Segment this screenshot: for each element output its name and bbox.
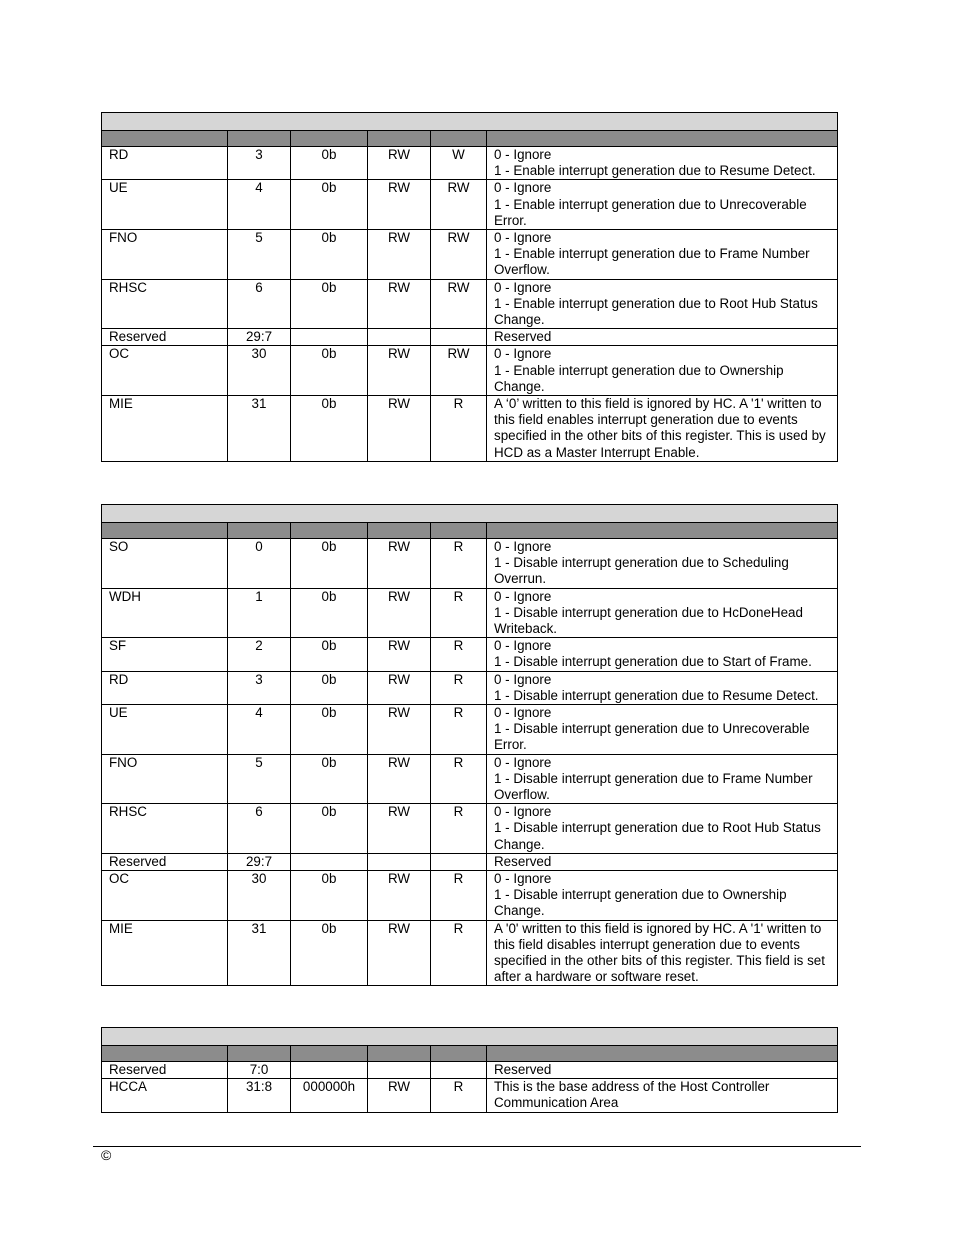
- hcd-access-cell: RW: [368, 346, 431, 396]
- hc-access-cell: RW: [431, 346, 487, 396]
- bits-cell: 30: [228, 346, 291, 396]
- description-line: 0 - Ignore: [494, 539, 552, 554]
- description-cell: [487, 539, 838, 589]
- table-row: [102, 539, 838, 589]
- field-name-cell: MIE: [102, 920, 228, 986]
- bits-cell: 29:7: [228, 853, 291, 870]
- hc-access-cell: R: [431, 871, 487, 921]
- description-line: 0 - Ignore: [494, 705, 552, 721]
- field-name-cell: Reserved: [102, 329, 228, 346]
- field-name-cell: SO: [102, 539, 228, 589]
- description-line: A ‘0’ written to this field is ignored by HC. A '1' written to this field enables interrupt generation due to events specified in the other bits of this register. This is used by HCD as a Master Interrupt Enable.: [494, 396, 826, 460]
- description-cell: [487, 804, 838, 854]
- field-name-cell: UE: [102, 705, 228, 755]
- default-value-cell: [291, 1062, 368, 1079]
- hcd-access-cell: RW: [368, 147, 431, 180]
- description-line: 0 - Ignore: [494, 279, 552, 295]
- hc-access-cell: [431, 329, 487, 346]
- bits-cell: 2: [228, 638, 291, 671]
- description-cell: [487, 638, 838, 671]
- description-line: 0 - Ignore: [494, 804, 552, 820]
- field-name-cell: RD: [102, 147, 228, 180]
- bits-cell: 29:7: [228, 329, 291, 346]
- default-value-cell: 0b: [291, 539, 368, 589]
- description-line: 1 - Enable interrupt generation due to Unrecoverable Error.: [494, 196, 807, 228]
- default-value-cell: [291, 853, 368, 870]
- field-name-cell: Reserved: [102, 1062, 228, 1079]
- table-title-bar: [102, 505, 838, 523]
- description-line: 1 - Disable interrupt generation due to Scheduling Overrun.: [494, 555, 789, 587]
- description-line: 0 - Ignore: [494, 230, 552, 246]
- hc-access-cell: RW: [431, 230, 487, 280]
- hcca-register-table: [101, 1027, 838, 1113]
- table-row: [102, 853, 838, 870]
- bits-cell: 3: [228, 671, 291, 704]
- hc-access-cell: RW: [431, 279, 487, 329]
- default-value-cell: 0b: [291, 754, 368, 804]
- description-cell: [487, 346, 838, 396]
- field-name-cell: Reserved: [102, 853, 228, 870]
- footer-divider: [93, 1146, 861, 1147]
- description-line: 1 - Disable interrupt generation due to Ownership Change.: [494, 887, 787, 919]
- bits-cell: 31: [228, 396, 291, 462]
- bits-cell: 5: [228, 230, 291, 280]
- hcd-access-cell: RW: [368, 871, 431, 921]
- bits-cell: 0: [228, 539, 291, 589]
- bits-cell: 6: [228, 804, 291, 854]
- hcd-access-cell: RW: [368, 396, 431, 462]
- default-value-cell: 000000h: [291, 1079, 368, 1112]
- description-line: 0 - Ignore: [494, 147, 552, 162]
- description-cell: [487, 1079, 838, 1112]
- hc-access-cell: R: [431, 1079, 487, 1112]
- field-name-cell: WDH: [102, 588, 228, 638]
- description-cell: [487, 230, 838, 280]
- bits-cell: 5: [228, 754, 291, 804]
- description-cell: [487, 1062, 838, 1079]
- table-header-row: [102, 1046, 838, 1062]
- table-row: [102, 396, 838, 462]
- default-value-cell: 0b: [291, 804, 368, 854]
- hcd-access-cell: RW: [368, 671, 431, 704]
- field-name-cell: OC: [102, 871, 228, 921]
- default-value-cell: 0b: [291, 671, 368, 704]
- description-line: 1 - Enable interrupt generation due to Root Hub Status Change.: [494, 295, 818, 328]
- bits-cell: 1: [228, 588, 291, 638]
- description-line: 1 - Disable interrupt generation due to Root Hub Status Change.: [494, 820, 821, 852]
- hc-access-cell: [431, 853, 487, 870]
- field-name-cell: UE: [102, 180, 228, 230]
- description-line: 1 - Disable interrupt generation due to HcDoneHead Writeback.: [494, 604, 803, 637]
- description-cell: [487, 853, 838, 870]
- bits-cell: 3: [228, 147, 291, 180]
- description-line: Reserved: [494, 1062, 552, 1077]
- hcd-access-cell: RW: [368, 920, 431, 986]
- description-line: 1 - Enable interrupt generation due to Frame Number Overflow.: [494, 246, 810, 278]
- default-value-cell: 0b: [291, 230, 368, 280]
- hcd-access-cell: RW: [368, 180, 431, 230]
- table-row: [102, 346, 838, 396]
- table-row: [102, 920, 838, 986]
- hc-access-cell: R: [431, 539, 487, 589]
- description-line: 0 - Ignore: [494, 346, 552, 362]
- table-row: [102, 329, 838, 346]
- description-cell: [487, 920, 838, 986]
- description-line: Reserved: [494, 853, 552, 869]
- field-name-cell: SF: [102, 638, 228, 671]
- table-row: [102, 588, 838, 638]
- hc-access-cell: R: [431, 638, 487, 671]
- description-line: 0 - Ignore: [494, 588, 552, 604]
- description-line: 1 - Disable interrupt generation due to Resume Detect.: [494, 687, 819, 703]
- hc-access-cell: R: [431, 588, 487, 638]
- description-line: 0 - Ignore: [494, 671, 552, 687]
- description-cell: [487, 147, 838, 180]
- hcd-access-cell: RW: [368, 804, 431, 854]
- description-line: 1 - Disable interrupt generation due to Unrecoverable Error.: [494, 721, 810, 753]
- field-name-cell: FNO: [102, 754, 228, 804]
- table-row: [102, 804, 838, 854]
- hcd-access-cell: RW: [368, 588, 431, 638]
- bits-cell: 7:0: [228, 1062, 291, 1079]
- default-value-cell: 0b: [291, 396, 368, 462]
- table-row: [102, 871, 838, 921]
- table-header-row: [102, 523, 838, 539]
- table-title-bar: [102, 113, 838, 131]
- description-line: 0 - Ignore: [494, 638, 552, 654]
- bits-cell: 31: [228, 920, 291, 986]
- hcd-access-cell: RW: [368, 230, 431, 280]
- table-row: [102, 180, 838, 230]
- hc-access-cell: R: [431, 396, 487, 462]
- field-name-cell: RHSC: [102, 279, 228, 329]
- table-header-row: [102, 131, 838, 147]
- hc-access-cell: R: [431, 705, 487, 755]
- bits-cell: 31:8: [228, 1079, 291, 1112]
- table-row: [102, 279, 838, 329]
- bits-cell: 4: [228, 705, 291, 755]
- interrupt-disable-register-table: [101, 504, 838, 986]
- table-row: [102, 671, 838, 704]
- hcd-access-cell: RW: [368, 638, 431, 671]
- default-value-cell: 0b: [291, 638, 368, 671]
- hcd-access-cell: RW: [368, 1079, 431, 1112]
- default-value-cell: 0b: [291, 346, 368, 396]
- hcd-access-cell: RW: [368, 539, 431, 589]
- default-value-cell: 0b: [291, 588, 368, 638]
- table-row: [102, 1079, 838, 1112]
- description-cell: [487, 871, 838, 921]
- hc-access-cell: W: [431, 147, 487, 180]
- field-name-cell: RHSC: [102, 804, 228, 854]
- field-name-cell: MIE: [102, 396, 228, 462]
- bits-cell: 4: [228, 180, 291, 230]
- description-cell: [487, 396, 838, 462]
- default-value-cell: 0b: [291, 147, 368, 180]
- hc-access-cell: R: [431, 671, 487, 704]
- bits-cell: 30: [228, 871, 291, 921]
- table-row: [102, 638, 838, 671]
- hcd-access-cell: RW: [368, 754, 431, 804]
- table-row: [102, 705, 838, 755]
- description-cell: [487, 705, 838, 755]
- hcd-access-cell: RW: [368, 705, 431, 755]
- interrupt-enable-register-table: [101, 112, 838, 462]
- default-value-cell: 0b: [291, 920, 368, 986]
- description-line: 0 - Ignore: [494, 871, 552, 887]
- description-cell: [487, 588, 838, 638]
- hc-access-cell: R: [431, 754, 487, 804]
- description-cell: [487, 754, 838, 804]
- description-line: 0 - Ignore: [494, 754, 552, 770]
- default-value-cell: 0b: [291, 279, 368, 329]
- description-cell: [487, 279, 838, 329]
- hcd-access-cell: [368, 329, 431, 346]
- description-line: 1 - Disable interrupt generation due to Frame Number Overflow.: [494, 770, 813, 803]
- hc-access-cell: R: [431, 804, 487, 854]
- hcd-access-cell: RW: [368, 279, 431, 329]
- field-name-cell: FNO: [102, 230, 228, 280]
- description-cell: [487, 180, 838, 230]
- description-cell: [487, 329, 838, 346]
- hc-access-cell: R: [431, 920, 487, 986]
- description-line: 0 - Ignore: [494, 180, 552, 196]
- default-value-cell: 0b: [291, 871, 368, 921]
- default-value-cell: 0b: [291, 705, 368, 755]
- description-line: This is the base address of the Host Controller Communication Area: [494, 1079, 770, 1111]
- table-row: [102, 230, 838, 280]
- bits-cell: 6: [228, 279, 291, 329]
- description-line: 1 - Enable interrupt generation due to Ownership Change.: [494, 362, 784, 394]
- description-cell: [487, 671, 838, 704]
- field-name-cell: RD: [102, 671, 228, 704]
- hcd-access-cell: [368, 853, 431, 870]
- description-line: A '0' written to this field is ignored by HC. A '1' written to this field disables interrupt generation due to events specified in the other bits of this register. This field is set after a hardware or software reset.: [494, 920, 825, 985]
- description-line: 1 - Enable interrupt generation due to Resume Detect.: [494, 163, 816, 179]
- table-row: [102, 1062, 838, 1079]
- description-line: 1 - Disable interrupt generation due to Start of Frame.: [494, 654, 812, 670]
- hc-access-cell: RW: [431, 180, 487, 230]
- description-line: Reserved: [494, 329, 552, 345]
- default-value-cell: 0b: [291, 180, 368, 230]
- hcd-access-cell: [368, 1062, 431, 1079]
- table-title-bar: [102, 1028, 838, 1046]
- copyright-symbol: ©: [101, 1147, 112, 1163]
- field-name-cell: OC: [102, 346, 228, 396]
- default-value-cell: [291, 329, 368, 346]
- table-row: [102, 147, 838, 180]
- table-row: [102, 754, 838, 804]
- field-name-cell: HCCA: [102, 1079, 228, 1112]
- hc-access-cell: [431, 1062, 487, 1079]
